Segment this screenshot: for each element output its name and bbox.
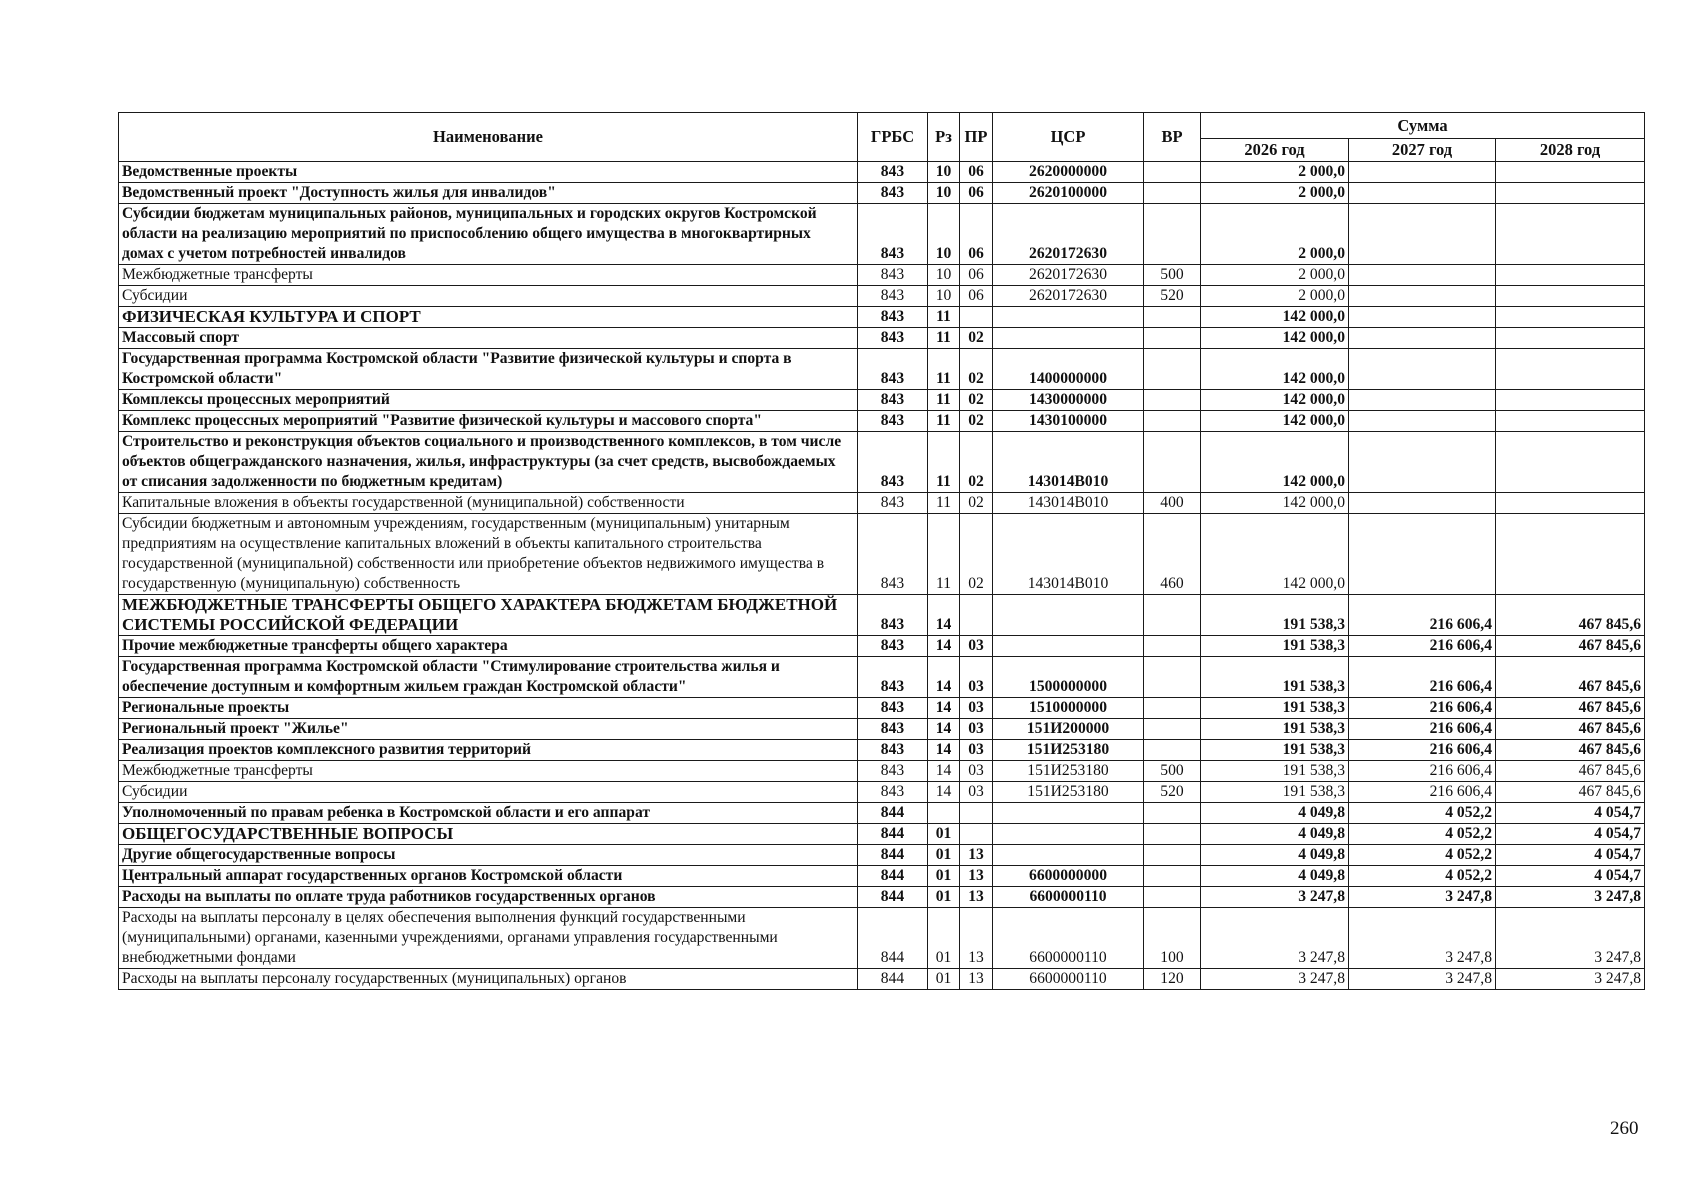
vr-cell [1144,636,1201,657]
header-rz: Рз [928,113,960,162]
sum-2028-cell [1496,514,1645,595]
header-csr: ЦСР [993,113,1144,162]
csr-cell: 2620000000 [993,162,1144,183]
header-grbs: ГРБС [858,113,928,162]
rz-cell: 11 [928,349,960,390]
header-name: Наименование [119,113,858,162]
vr-cell [1144,328,1201,349]
vr-cell [1144,887,1201,908]
pr-cell: 03 [960,636,993,657]
pr-cell: 02 [960,390,993,411]
sum-2026-cell: 191 538,3 [1201,698,1349,719]
csr-cell: 6600000000 [993,866,1144,887]
row-name-cell: Региональные проекты [119,698,858,719]
pr-cell: 02 [960,349,993,390]
vr-cell [1144,349,1201,390]
header-2028: 2028 год [1496,139,1645,162]
grbs-cell: 844 [858,824,928,845]
row-name-cell: Субсидии [119,286,858,307]
csr-cell: 2620172630 [993,204,1144,265]
grbs-cell: 843 [858,349,928,390]
pr-cell: 03 [960,698,993,719]
rz-cell: 14 [928,719,960,740]
sum-2027-cell: 216 606,4 [1349,782,1496,803]
rz-cell: 01 [928,824,960,845]
pr-cell: 06 [960,162,993,183]
sum-2026-cell: 191 538,3 [1201,595,1349,636]
csr-cell: 151И253180 [993,761,1144,782]
sum-2028-cell: 4 054,7 [1496,824,1645,845]
row-name-cell: ФИЗИЧЕСКАЯ КУЛЬТУРА И СПОРТ [119,307,858,328]
vr-cell [1144,657,1201,698]
grbs-cell: 844 [858,845,928,866]
pr-cell: 02 [960,514,993,595]
sum-2026-cell: 191 538,3 [1201,657,1349,698]
vr-cell [1144,719,1201,740]
rz-cell: 10 [928,265,960,286]
page-number: 260 [1610,1118,1639,1139]
sum-2026-cell: 3 247,8 [1201,908,1349,969]
sum-2027-cell: 216 606,4 [1349,595,1496,636]
header-sum: Сумма [1201,113,1645,139]
sum-2027-cell [1349,183,1496,204]
csr-cell: 151И200000 [993,719,1144,740]
csr-cell [993,328,1144,349]
row-name-cell: МЕЖБЮДЖЕТНЫЕ ТРАНСФЕРТЫ ОБЩЕГО ХАРАКТЕРА БЮДЖЕТАМ БЮДЖЕТНОЙ СИСТЕМЫ РОССИЙСКОЙ ФЕДЕРАЦИИ [119,595,858,636]
pr-cell: 02 [960,328,993,349]
sum-2026-cell: 4 049,8 [1201,866,1349,887]
pr-cell: 13 [960,908,993,969]
sum-2028-cell: 4 054,7 [1496,866,1645,887]
grbs-cell: 843 [858,286,928,307]
csr-cell: 1430000000 [993,390,1144,411]
pr-cell: 02 [960,432,993,493]
sum-2027-cell: 216 606,4 [1349,657,1496,698]
sum-2026-cell: 2 000,0 [1201,265,1349,286]
grbs-cell: 843 [858,307,928,328]
pr-cell [960,824,993,845]
rz-cell: 11 [928,514,960,595]
sum-2028-cell: 467 845,6 [1496,761,1645,782]
rz-cell: 10 [928,183,960,204]
row-name-cell: Государственная программа Костромской области "Стимулирование строительства жилья и обеспечение доступным и комфортным жильем граждан Костромской области" [119,657,858,698]
pr-cell: 03 [960,782,993,803]
row-name-cell: Региональный проект "Жилье" [119,719,858,740]
grbs-cell: 843 [858,719,928,740]
pr-cell: 03 [960,740,993,761]
row-name-cell: Реализация проектов комплексного развития территорий [119,740,858,761]
table-row [119,595,1645,636]
sum-2026-cell: 191 538,3 [1201,761,1349,782]
sum-2028-cell: 467 845,6 [1496,636,1645,657]
csr-cell: 1510000000 [993,698,1144,719]
table-row [119,845,1645,866]
grbs-cell: 843 [858,782,928,803]
sum-2028-cell [1496,307,1645,328]
pr-cell: 02 [960,493,993,514]
sum-2026-cell: 142 000,0 [1201,432,1349,493]
csr-cell: 151И253180 [993,782,1144,803]
csr-cell: 2620172630 [993,286,1144,307]
header-vr: ВР [1144,113,1201,162]
row-name-cell: Субсидии [119,782,858,803]
csr-cell: 143014В010 [993,514,1144,595]
table-body [119,162,1645,990]
vr-cell [1144,162,1201,183]
pr-cell: 13 [960,969,993,990]
grbs-cell: 843 [858,657,928,698]
vr-cell [1144,845,1201,866]
sum-2026-cell: 142 000,0 [1201,514,1349,595]
rz-cell: 11 [928,328,960,349]
pr-cell: 03 [960,657,993,698]
table-row [119,657,1645,698]
table-row [119,286,1645,307]
sum-2027-cell: 4 052,2 [1349,866,1496,887]
row-name-cell: Межбюджетные трансферты [119,265,858,286]
sum-2028-cell [1496,390,1645,411]
sum-2028-cell: 467 845,6 [1496,782,1645,803]
sum-2027-cell [1349,328,1496,349]
table-row [119,390,1645,411]
sum-2028-cell [1496,493,1645,514]
rz-cell [928,803,960,824]
pr-cell: 03 [960,761,993,782]
header-2026: 2026 год [1201,139,1349,162]
grbs-cell: 843 [858,761,928,782]
table-row [119,866,1645,887]
vr-cell [1144,183,1201,204]
pr-cell [960,307,993,328]
sum-2027-cell: 3 247,8 [1349,969,1496,990]
grbs-cell: 843 [858,390,928,411]
sum-2027-cell [1349,265,1496,286]
sum-2026-cell: 142 000,0 [1201,307,1349,328]
sum-2027-cell: 216 606,4 [1349,698,1496,719]
table-row [119,887,1645,908]
vr-cell: 520 [1144,286,1201,307]
vr-cell: 460 [1144,514,1201,595]
grbs-cell: 844 [858,866,928,887]
pr-cell: 06 [960,183,993,204]
row-name-cell: ОБЩЕГОСУДАРСТВЕННЫЕ ВОПРОСЫ [119,824,858,845]
rz-cell: 14 [928,740,960,761]
sum-2028-cell [1496,432,1645,493]
sum-2027-cell: 216 606,4 [1349,636,1496,657]
sum-2027-cell: 4 052,2 [1349,824,1496,845]
sum-2028-cell [1496,411,1645,432]
row-name-cell: Расходы на выплаты персоналу в целях обеспечения выполнения функций государственными (муниципальными) органами, казенными учреждениями, органами управления государственными внебюджетными фондами [119,908,858,969]
pr-cell: 06 [960,204,993,265]
rz-cell: 01 [928,908,960,969]
csr-cell: 1430100000 [993,411,1144,432]
sum-2028-cell: 467 845,6 [1496,657,1645,698]
sum-2027-cell [1349,162,1496,183]
csr-cell: 151И253180 [993,740,1144,761]
rz-cell: 11 [928,390,960,411]
rz-cell: 14 [928,782,960,803]
sum-2026-cell: 191 538,3 [1201,719,1349,740]
sum-2026-cell: 3 247,8 [1201,887,1349,908]
sum-2027-cell [1349,286,1496,307]
grbs-cell: 843 [858,636,928,657]
sum-2027-cell: 216 606,4 [1349,719,1496,740]
sum-2028-cell: 4 054,7 [1496,803,1645,824]
rz-cell: 10 [928,204,960,265]
grbs-cell: 843 [858,328,928,349]
csr-cell [993,824,1144,845]
grbs-cell: 843 [858,698,928,719]
sum-2027-cell [1349,349,1496,390]
vr-cell [1144,204,1201,265]
pr-cell: 03 [960,719,993,740]
table-row [119,803,1645,824]
vr-cell [1144,866,1201,887]
row-name-cell: Ведомственный проект "Доступность жилья для инвалидов" [119,183,858,204]
sum-2028-cell: 3 247,8 [1496,908,1645,969]
csr-cell: 6600000110 [993,908,1144,969]
csr-cell: 1400000000 [993,349,1144,390]
grbs-cell: 843 [858,493,928,514]
table-row [119,824,1645,845]
table-row [119,698,1645,719]
vr-cell [1144,740,1201,761]
table-row [119,782,1645,803]
grbs-cell: 844 [858,887,928,908]
table-row [119,411,1645,432]
sum-2028-cell [1496,183,1645,204]
sum-2028-cell [1496,204,1645,265]
sum-2028-cell: 4 054,7 [1496,845,1645,866]
row-name-cell: Прочие межбюджетные трансферты общего характера [119,636,858,657]
pr-cell: 06 [960,286,993,307]
row-name-cell: Комплекс процессных мероприятий "Развитие физической культуры и массового спорта" [119,411,858,432]
vr-cell [1144,432,1201,493]
table-row [119,328,1645,349]
table-row [119,908,1645,969]
budget-table [118,112,1645,990]
sum-2027-cell: 216 606,4 [1349,761,1496,782]
grbs-cell: 843 [858,595,928,636]
table-row [119,740,1645,761]
pr-cell [960,803,993,824]
sum-2028-cell: 3 247,8 [1496,887,1645,908]
vr-cell: 520 [1144,782,1201,803]
sum-2028-cell: 3 247,8 [1496,969,1645,990]
vr-cell: 120 [1144,969,1201,990]
sum-2026-cell: 4 049,8 [1201,803,1349,824]
csr-cell [993,845,1144,866]
sum-2026-cell: 2 000,0 [1201,162,1349,183]
sum-2027-cell: 3 247,8 [1349,908,1496,969]
csr-cell: 6600000110 [993,969,1144,990]
table-row [119,493,1645,514]
sum-2026-cell: 191 538,3 [1201,740,1349,761]
vr-cell [1144,824,1201,845]
row-name-cell: Расходы на выплаты по оплате труда работников государственных органов [119,887,858,908]
rz-cell: 10 [928,286,960,307]
sum-2028-cell [1496,162,1645,183]
sum-2026-cell: 2 000,0 [1201,204,1349,265]
rz-cell: 01 [928,866,960,887]
sum-2027-cell: 4 052,2 [1349,803,1496,824]
table-row [119,636,1645,657]
sum-2026-cell: 142 000,0 [1201,349,1349,390]
vr-cell: 500 [1144,265,1201,286]
sum-2026-cell: 142 000,0 [1201,328,1349,349]
sum-2028-cell [1496,349,1645,390]
grbs-cell: 843 [858,265,928,286]
sum-2026-cell: 3 247,8 [1201,969,1349,990]
csr-cell: 143014В010 [993,432,1144,493]
pr-cell: 02 [960,411,993,432]
table-row [119,162,1645,183]
csr-cell: 143014В010 [993,493,1144,514]
sum-2026-cell: 2 000,0 [1201,286,1349,307]
sum-2026-cell: 191 538,3 [1201,782,1349,803]
row-name-cell: Ведомственные проекты [119,162,858,183]
pr-cell: 13 [960,845,993,866]
table-row [119,969,1645,990]
table-row [119,761,1645,782]
vr-cell [1144,307,1201,328]
rz-cell: 11 [928,411,960,432]
vr-cell [1144,390,1201,411]
pr-cell: 13 [960,866,993,887]
rz-cell: 14 [928,595,960,636]
grbs-cell: 844 [858,908,928,969]
sum-2026-cell: 191 538,3 [1201,636,1349,657]
vr-cell [1144,595,1201,636]
table-row [119,307,1645,328]
sum-2028-cell [1496,286,1645,307]
table-row [119,183,1645,204]
sum-2028-cell: 467 845,6 [1496,740,1645,761]
rz-cell: 01 [928,845,960,866]
vr-cell: 100 [1144,908,1201,969]
table-row [119,719,1645,740]
csr-cell: 1500000000 [993,657,1144,698]
rz-cell: 14 [928,698,960,719]
sum-2027-cell: 216 606,4 [1349,740,1496,761]
sum-2027-cell [1349,411,1496,432]
grbs-cell: 843 [858,162,928,183]
grbs-cell: 843 [858,183,928,204]
sum-2027-cell [1349,493,1496,514]
table-row [119,349,1645,390]
pr-cell: 13 [960,887,993,908]
csr-cell: 2620172630 [993,265,1144,286]
sum-2026-cell: 4 049,8 [1201,845,1349,866]
rz-cell: 01 [928,969,960,990]
rz-cell: 10 [928,162,960,183]
grbs-cell: 843 [858,432,928,493]
rz-cell: 01 [928,887,960,908]
row-name-cell: Межбюджетные трансферты [119,761,858,782]
csr-cell [993,636,1144,657]
csr-cell: 6600000110 [993,887,1144,908]
row-name-cell: Строительство и реконструкция объектов социального и производственного комплексов, в том числе объектов общегражданского назначения, жилья, инфраструктуры (за счет средств, высвобождаемых от списания задолженности по бюджетным кредитам) [119,432,858,493]
grbs-cell: 843 [858,740,928,761]
pr-cell [960,595,993,636]
sum-2027-cell [1349,204,1496,265]
row-name-cell: Уполномоченный по правам ребенка в Костромской области и его аппарат [119,803,858,824]
grbs-cell: 843 [858,514,928,595]
sum-2028-cell: 467 845,6 [1496,698,1645,719]
table-row [119,514,1645,595]
csr-cell [993,307,1144,328]
row-name-cell: Государственная программа Костромской области "Развитие физической культуры и спорта в Костромской области" [119,349,858,390]
grbs-cell: 843 [858,204,928,265]
rz-cell: 11 [928,432,960,493]
sum-2027-cell [1349,390,1496,411]
sum-2026-cell: 4 049,8 [1201,824,1349,845]
csr-cell [993,595,1144,636]
row-name-cell: Субсидии бюджетным и автономным учреждениям, государственным (муниципальным) унитарным предприятиям на осуществление капитальных вложений в объекты капитального строительства государственной (муниципальной) собственности или приобретение объектов недвижимого имущества в государственную (муниципальную) собственность [119,514,858,595]
row-name-cell: Капитальные вложения в объекты государственной (муниципальной) собственности [119,493,858,514]
sum-2028-cell: 467 845,6 [1496,595,1645,636]
sum-2026-cell: 142 000,0 [1201,411,1349,432]
table-row [119,432,1645,493]
sum-2026-cell: 142 000,0 [1201,493,1349,514]
csr-cell: 2620100000 [993,183,1144,204]
sum-2028-cell [1496,265,1645,286]
grbs-cell: 844 [858,969,928,990]
vr-cell [1144,411,1201,432]
row-name-cell: Расходы на выплаты персоналу государственных (муниципальных) органов [119,969,858,990]
header-2027: 2027 год [1349,139,1496,162]
sum-2027-cell [1349,432,1496,493]
table-row [119,204,1645,265]
vr-cell: 500 [1144,761,1201,782]
table-row [119,265,1645,286]
sum-2028-cell: 467 845,6 [1496,719,1645,740]
csr-cell [993,803,1144,824]
row-name-cell: Комплексы процессных мероприятий [119,390,858,411]
vr-cell [1144,803,1201,824]
sum-2027-cell: 3 247,8 [1349,887,1496,908]
vr-cell: 400 [1144,493,1201,514]
header-pr: ПР [960,113,993,162]
row-name-cell: Другие общегосударственные вопросы [119,845,858,866]
sum-2028-cell [1496,328,1645,349]
sum-2027-cell [1349,514,1496,595]
row-name-cell: Субсидии бюджетам муниципальных районов, муниципальных и городских округов Костромской области на реализацию мероприятий по приспособлению общего имущества в многоквартирных домах с учетом потребностей инвалидов [119,204,858,265]
sum-2027-cell [1349,307,1496,328]
sum-2027-cell: 4 052,2 [1349,845,1496,866]
vr-cell [1144,698,1201,719]
rz-cell: 11 [928,493,960,514]
sum-2026-cell: 142 000,0 [1201,390,1349,411]
rz-cell: 14 [928,657,960,698]
rz-cell: 14 [928,636,960,657]
rz-cell: 14 [928,761,960,782]
row-name-cell: Массовый спорт [119,328,858,349]
grbs-cell: 843 [858,411,928,432]
sum-2026-cell: 2 000,0 [1201,183,1349,204]
row-name-cell: Центральный аппарат государственных органов Костромской области [119,866,858,887]
rz-cell: 11 [928,307,960,328]
pr-cell: 06 [960,265,993,286]
grbs-cell: 844 [858,803,928,824]
